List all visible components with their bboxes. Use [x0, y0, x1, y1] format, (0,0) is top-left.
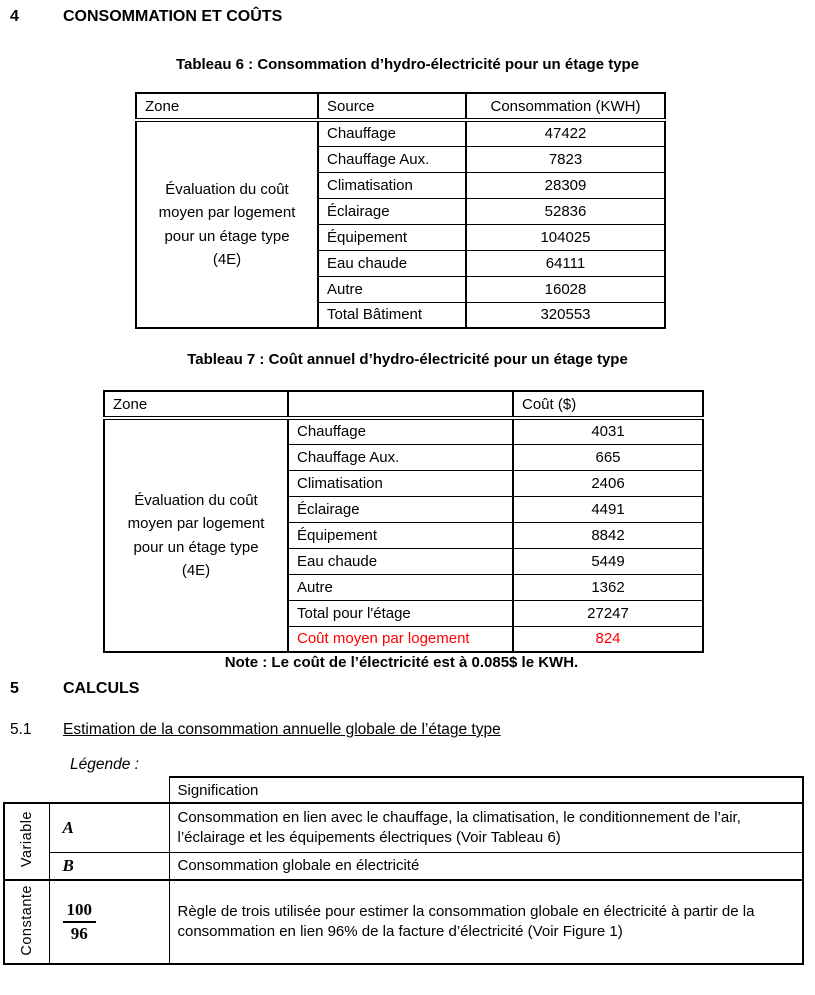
value-cell: 4031 — [513, 418, 703, 444]
value-cell: 665 — [513, 444, 703, 470]
zone-line: (4E) — [212, 250, 242, 268]
zone-line: Évaluation du coût — [134, 492, 258, 509]
source-cell: Eau chaude — [318, 250, 466, 276]
tableau7-table — [103, 390, 704, 653]
zone-line: Évaluation du coût — [165, 181, 289, 198]
zone-line: moyen par logement — [127, 515, 265, 533]
value-cell: 52836 — [466, 198, 665, 224]
zone-line: moyen par logement — [158, 204, 296, 222]
legend-table — [3, 776, 804, 965]
tableau6-header-zone: Zone — [136, 93, 318, 120]
table-row — [104, 418, 703, 444]
legend-header-signification: Signification — [169, 777, 803, 803]
source-cell: Autre — [288, 574, 513, 600]
source-cell: Total pour l'étage — [288, 600, 513, 626]
tableau6-table — [135, 92, 666, 329]
value-cell: 2406 — [513, 470, 703, 496]
section-4-number: 4 — [10, 8, 19, 25]
legend-row-b — [4, 852, 803, 880]
value-cell-red: 824 — [513, 626, 703, 652]
source-cell: Chauffage Aux. — [288, 444, 513, 470]
value-cell: 28309 — [466, 172, 665, 198]
section-4-heading — [0, 0, 815, 26]
legend-group-variable — [4, 803, 49, 880]
value-cell: 27247 — [513, 600, 703, 626]
source-cell: Autre — [318, 276, 466, 302]
legend-row-a — [4, 803, 803, 852]
value-cell: 1362 — [513, 574, 703, 600]
section-5-heading — [0, 680, 815, 698]
legend-spacer-cell — [4, 777, 169, 803]
source-cell: Équipement — [318, 224, 466, 250]
section-5-1-number: 5.1 — [10, 721, 32, 738]
symbol-cell-fraction — [49, 880, 169, 964]
symbol-cell-a: A — [49, 803, 169, 852]
tableau7-header-row — [104, 391, 703, 418]
constante-vertical-label: Constante — [18, 884, 35, 956]
tableau6-header-source: Source — [318, 93, 466, 120]
section-5-title: CALCULS — [63, 680, 140, 697]
value-cell: 4491 — [513, 496, 703, 522]
value-cell: 320553 — [466, 302, 665, 328]
symbol-cell-b: B — [49, 852, 169, 880]
source-cell: Éclairage — [318, 198, 466, 224]
value-cell: 5449 — [513, 548, 703, 574]
legend-row-constante — [4, 880, 803, 964]
section-4-title: CONSOMMATION ET COÛTS — [63, 8, 283, 25]
value-cell: 104025 — [466, 224, 665, 250]
source-cell: Total Bâtiment — [318, 302, 466, 328]
tableau6-zone-cell — [136, 120, 318, 328]
fraction-100-96: $\frac{100}{96}$ — [63, 900, 97, 943]
source-cell: Chauffage — [318, 120, 466, 146]
value-cell: 7823 — [466, 146, 665, 172]
value-cell: 64111 — [466, 250, 665, 276]
electricity-cost-note: Note : Le coût de l’électricité est à 0.085$ le KWH. — [224, 654, 579, 671]
table-row — [136, 120, 665, 146]
tableau7-header-zone: Zone — [104, 391, 288, 418]
source-cell: Chauffage Aux. — [318, 146, 466, 172]
tableau7-zone-cell — [104, 418, 288, 652]
tableau7-header-empty — [288, 391, 513, 418]
section-5-1-heading — [0, 721, 815, 739]
section-5-1-title: Estimation de la consommation annuelle globale de l’étage type — [63, 721, 501, 738]
variable-vertical-label: Variable — [18, 811, 35, 868]
source-cell-red: Coût moyen par logement — [288, 626, 513, 652]
legend-header-row — [4, 777, 803, 803]
legend-group-constante — [4, 880, 49, 964]
source-cell: Éclairage — [288, 496, 513, 522]
tableau6-caption: Tableau 6 : Consommation d’hydro-électricité pour un étage type — [175, 56, 640, 73]
tableau7-header-cout: Coût ($) — [513, 391, 703, 418]
tableau7-caption: Tableau 7 : Coût annuel d’hydro-électricité pour un étage type — [187, 351, 628, 368]
tableau6-header-consommation: Consommation (KWH) — [466, 93, 665, 120]
zone-line: pour un étage type — [133, 538, 259, 556]
tableau6-header-row — [136, 93, 665, 120]
source-cell: Chauffage — [288, 418, 513, 444]
signification-cell-b: Consommation globale en électricité — [169, 852, 803, 880]
source-cell: Équipement — [288, 522, 513, 548]
zone-line: pour un étage type — [164, 227, 290, 245]
source-cell: Climatisation — [318, 172, 466, 198]
source-cell: Climatisation — [288, 470, 513, 496]
value-cell: 8842 — [513, 522, 703, 548]
signification-cell-constante: Règle de trois utilisée pour estimer la consommation globale en électricité à partir de la consommation en lien 96% de la facture d’électricité (Voir Figure 1) — [169, 880, 803, 964]
source-cell: Eau chaude — [288, 548, 513, 574]
zone-line: (4E) — [181, 561, 211, 579]
legende-label: Légende : — [70, 756, 139, 773]
value-cell: 47422 — [466, 120, 665, 146]
value-cell: 16028 — [466, 276, 665, 302]
section-5-number: 5 — [10, 680, 19, 697]
signification-cell-a: Consommation en lien avec le chauffage, la climatisation, le conditionnement de l’air, l’éclairage et les équipements électriques (Voir Tableau 6) — [169, 803, 803, 852]
